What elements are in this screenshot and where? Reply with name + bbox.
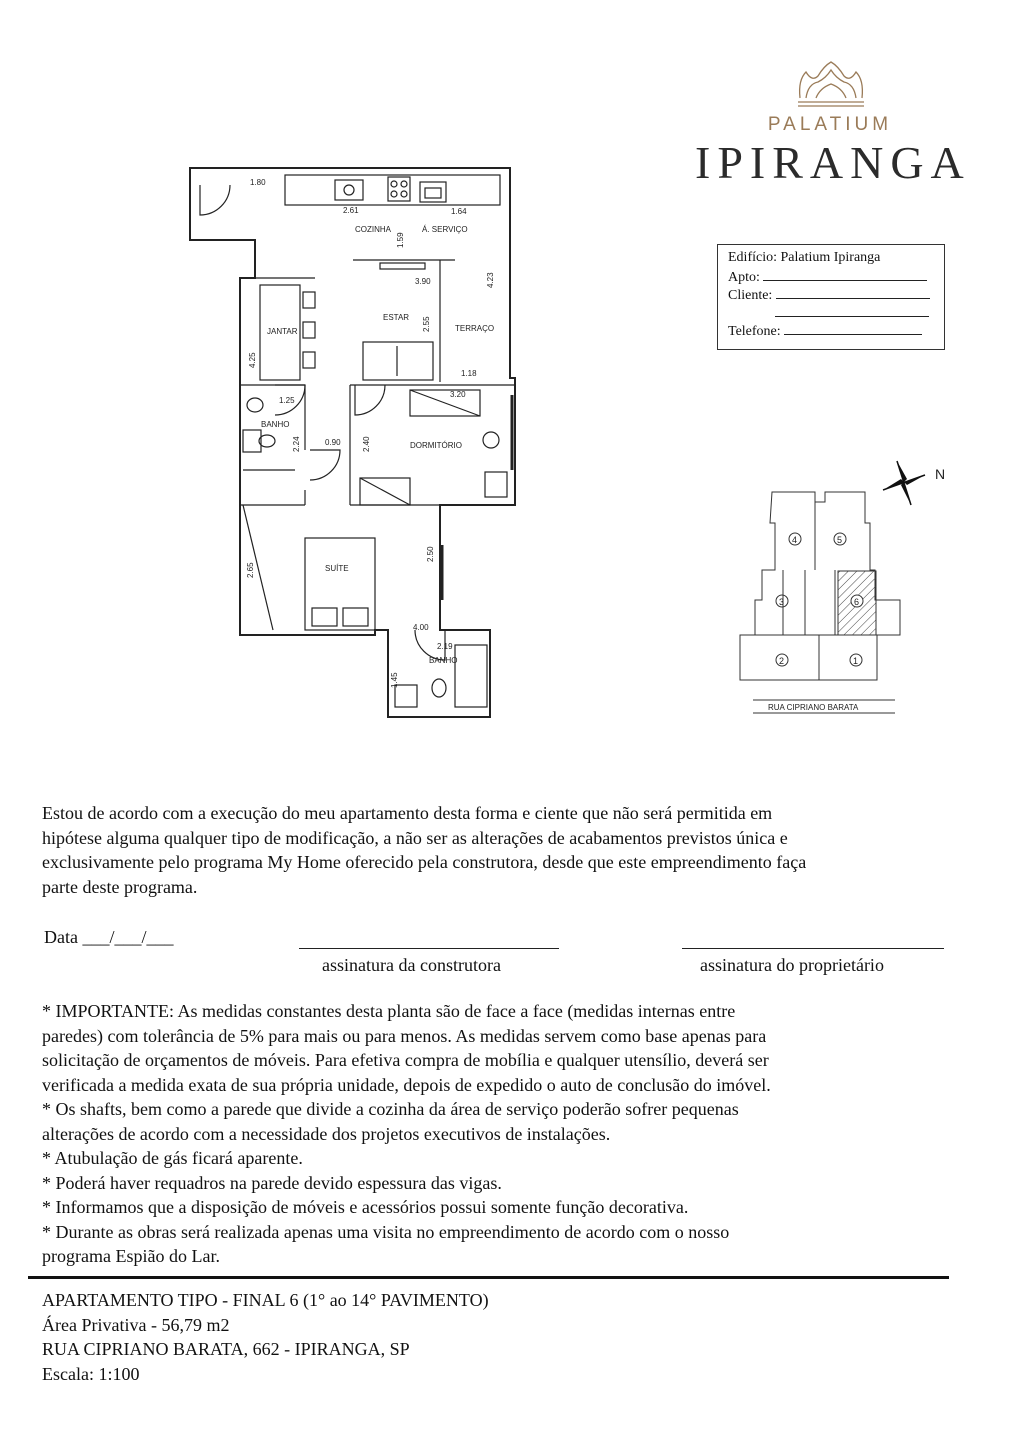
date-field[interactable]: Data ___/___/___ [44, 927, 174, 947]
dim-label: 4.25 [248, 352, 257, 368]
dim-label: 1.80 [250, 178, 266, 187]
footer-type: APARTAMENTO TIPO - FINAL 6 (1° ao 14° PAVIMENTO) [42, 1290, 489, 1310]
logo-title: IPIRANGA [695, 137, 971, 188]
builder-signature-line[interactable] [299, 948, 559, 949]
room-cozinha: COZINHA [355, 225, 391, 234]
dim-label: 1.45 [390, 672, 399, 688]
footer-address: RUA CIPRIANO BARATA, 662 - IPIRANGA, SP [42, 1339, 410, 1359]
north-arrow-icon [883, 461, 925, 505]
unit-number: 2 [779, 656, 785, 666]
notes-text [42, 999, 977, 1269]
unit-number-highlighted: 6 [854, 597, 860, 607]
crown-icon [792, 58, 870, 110]
note-line: * Os shafts, bem como a parede que divide a cozinha da área de serviço poderão sofrer pequenas [42, 1099, 739, 1119]
dim-label: 2.55 [422, 316, 431, 332]
unit-number: 3 [779, 597, 785, 607]
dim-label: 4.23 [486, 272, 495, 288]
room-jantar: JANTAR [267, 327, 298, 336]
dim-label: 2.19 [437, 642, 453, 651]
agreement-line: parte deste programa. [42, 876, 198, 897]
apto-field[interactable] [763, 267, 927, 281]
note-line: verificada a medida exata de sua própria unidade, depois de expedido o auto de conclusão do imóvel. [42, 1074, 771, 1095]
room-banho-suite: BANHO [429, 656, 458, 665]
dim-label: 2.65 [246, 562, 255, 578]
agreement-line: exclusivamente pelo programa My Home oferecido pela construtora, desde que este empreendimento faça [42, 852, 807, 872]
dim-label: 3.20 [450, 390, 466, 399]
unit-number: 5 [837, 535, 843, 545]
unit-number: 1 [853, 656, 859, 666]
dim-label: 1.18 [461, 369, 477, 378]
note-line: alterações de acordo com a necessidade dos projetos executivos de instalações. [42, 1123, 611, 1144]
footer [42, 1288, 489, 1386]
cliente-field-extra[interactable] [775, 303, 929, 317]
unit-number: 4 [792, 535, 798, 545]
divider [28, 1276, 949, 1279]
agreement-text [42, 801, 977, 899]
client-info-box [717, 244, 945, 350]
note-line: solicitação de orçamentos de móveis. Para efetiva compra de mobília e qualquer utensílio, deverá ser [42, 1050, 769, 1070]
dim-label: 1.64 [451, 207, 467, 216]
north-label: N [935, 466, 946, 482]
extra-row [728, 303, 934, 321]
footer-scale: Escala: 1:100 [42, 1363, 140, 1384]
room-dormitorio: DORMITÓRIO [410, 441, 462, 450]
floor-plan [185, 160, 530, 725]
dim-label: 4.00 [413, 623, 429, 632]
footer-area: Área Privativa - 56,79 m2 [42, 1314, 230, 1335]
telefone-label: Telefone: [728, 324, 781, 339]
building-row: Edifício: Palatium Ipiranga [728, 250, 881, 265]
note-line: * Informamos que a disposição de móveis e acessórios possui somente função decorativa. [42, 1197, 689, 1217]
logo-subtitle: PALATIUM [767, 114, 893, 135]
dim-label: 2.24 [292, 436, 301, 452]
dim-label: 1.59 [396, 232, 405, 248]
note-line: * IMPORTANTE: As medidas constantes desta planta são de face a face (medidas internas entre [42, 1001, 736, 1021]
room-estar: ESTAR [383, 313, 410, 322]
dim-label: 2.40 [362, 436, 371, 452]
apto-row [728, 267, 934, 285]
telefone-field[interactable] [784, 321, 922, 335]
builder-signature-label: assinatura da construtora [322, 955, 501, 975]
dim-label: 2.61 [343, 206, 359, 215]
dim-label: 0.90 [325, 438, 341, 447]
room-area-servico: Á. SERVIÇO [422, 225, 468, 234]
apto-label: Apto: [728, 270, 760, 285]
note-line: paredes) com tolerância de 5% para mais ou para menos. As medidas servem como base apenas para [42, 1025, 767, 1046]
owner-signature-label: assinatura do proprietário [700, 955, 884, 975]
room-suite: SUÍTE [325, 564, 349, 573]
note-line: * Durante as obras será realizada apenas uma visita no empreendimento de acordo com o nosso [42, 1221, 730, 1242]
note-line: * Poderá haver requadros na parede devido espessura das vigas. [42, 1172, 502, 1193]
dim-label: 1.25 [279, 396, 295, 405]
cliente-row [728, 285, 934, 303]
key-plan [735, 455, 965, 720]
dim-label: 3.90 [415, 277, 431, 286]
cliente-label: Cliente: [728, 288, 773, 303]
cliente-field[interactable] [776, 285, 930, 299]
room-banho: BANHO [261, 420, 290, 429]
note-line: * Atubulação de gás ficará aparente. [42, 1148, 303, 1168]
owner-signature-line[interactable] [682, 948, 944, 949]
street-label: RUA CIPRIANO BARATA [768, 703, 859, 712]
agreement-line: Estou de acordo com a execução do meu apartamento desta forma e ciente que não será permitida em [42, 803, 773, 823]
telefone-row [728, 321, 934, 339]
dim-label: 2.50 [426, 546, 435, 562]
note-line: programa Espião do Lar. [42, 1246, 220, 1266]
room-terraco: TERRAÇO [455, 324, 495, 333]
agreement-line: hipótese alguma qualquer tipo de modificação, a não ser as alterações de acabamentos previstos única e [42, 827, 788, 848]
